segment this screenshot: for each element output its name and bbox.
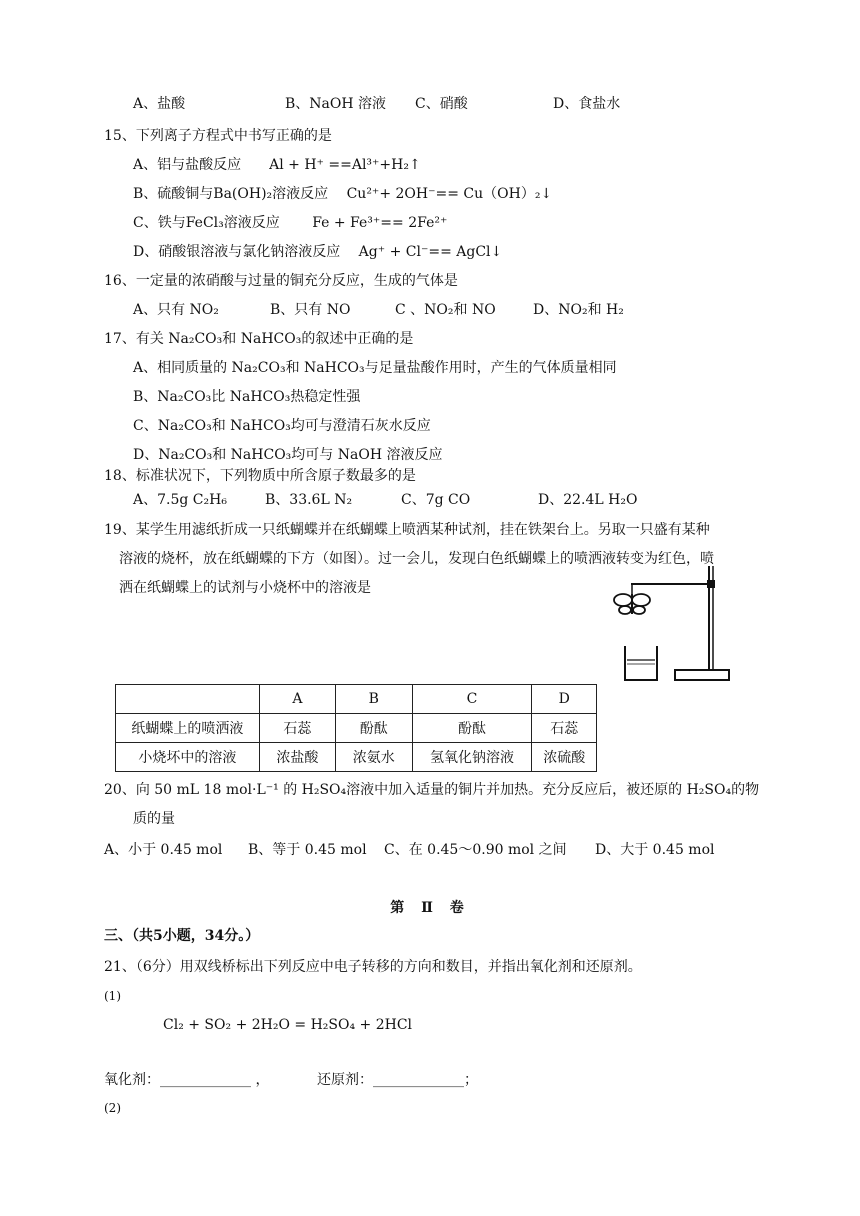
- q20-option-a: A、小于 0.45 mol: [104, 842, 223, 858]
- q20-text-line2: 质的量: [133, 811, 175, 827]
- reductant-field[interactable]: 还原剂：_____________；: [317, 1072, 478, 1088]
- table-cell: 酚酞: [412, 714, 532, 743]
- table-cell: 氢氧化钠溶液: [412, 743, 532, 772]
- q20-option-d: D、大于 0.45 mol: [595, 842, 715, 858]
- q19-text-line2: 溶液的烧杯，放在纸蝴蝶的下方（如图）。过一会儿，发现白色纸蝴蝶上的喷洒液转变为红色，喷: [119, 551, 714, 567]
- q16-option-b: B、只有 NO: [270, 302, 351, 318]
- table-header-cell: [116, 685, 260, 714]
- q15-option-b: B、硫酸铜与Ba(OH)₂溶液反应 Cu²⁺+ 2OH⁻== Cu（OH）₂↓: [133, 186, 553, 202]
- table-cell: 浓盐酸: [259, 743, 335, 772]
- q17-option-d: D、Na₂CO₃和 NaHCO₃均可与 NaOH 溶液反应: [133, 447, 443, 463]
- q14-option-d: D、食盐水: [553, 96, 621, 112]
- q16-option-d: D、NO₂和 H₂: [533, 302, 624, 318]
- q18-stem: 18、标准状况下，下列物质中所含原子数最多的是: [104, 468, 416, 484]
- q20-text-line1: 20、向 50 mL 18 mol·L⁻¹ 的 H₂SO₄溶液中加入适量的铜片并加热。充分反应后，被还原的 H₂SO₄的物: [104, 782, 760, 798]
- q20-option-c: C、在 0.45～0.90 mol 之间: [384, 842, 567, 858]
- q16-stem: 16、一定量的浓硝酸与过量的铜充分反应，生成的气体是: [104, 273, 458, 289]
- q14-option-b: B、NaOH 溶液: [285, 96, 387, 112]
- q15-option-a: A、铝与盐酸反应 Al + H⁺ ==Al³⁺+H₂↑: [133, 157, 421, 173]
- q17-option-b: B、Na₂CO₃比 NaHCO₃热稳定性强: [133, 389, 361, 405]
- table-cell: 纸蝴蝶上的喷洒液: [116, 714, 260, 743]
- table-row: [116, 714, 597, 743]
- table-header-cell: D: [532, 685, 597, 714]
- butterfly-beaker-apparatus-figure: [603, 556, 735, 688]
- q16-option-a: A、只有 NO₂: [133, 302, 219, 318]
- q15-option-d: D、硝酸银溶液与氯化钠溶液反应 Ag⁺ + Cl⁻== AgCl↓: [133, 244, 503, 260]
- q18-option-d: D、22.4L H₂O: [538, 492, 638, 508]
- table-cell: 小烧坏中的溶液: [116, 743, 260, 772]
- q20-option-b: B、等于 0.45 mol: [248, 842, 367, 858]
- beaker-icon: [625, 646, 657, 680]
- q19-answer-table: [115, 684, 597, 772]
- q16-option-c: C 、NO₂和 NO: [395, 302, 496, 318]
- q17-stem: 17、有关 Na₂CO₃和 NaHCO₃的叙述中正确的是: [104, 331, 414, 347]
- q21-stem: 21、（6分）用双线桥标出下列反应中电子转移的方向和数目，并指出氧化剂和还原剂。: [104, 959, 642, 975]
- butterfly-icon: [614, 594, 650, 614]
- q14-option-a: A、盐酸: [133, 96, 186, 112]
- part2-title: 第 Ⅱ 卷: [390, 900, 470, 916]
- q14-option-c: C、硝酸: [415, 96, 468, 112]
- q19-text-line1: 19、某学生用滤纸折成一只纸蝴蝶并在纸蝴蝶上喷洒某种试剂，挂在铁架台上。另取一只盛有某种: [104, 522, 710, 538]
- oxidant-field[interactable]: 氧化剂：_____________ ，: [104, 1072, 270, 1088]
- q21-sub2-label: (2): [104, 1101, 121, 1115]
- section-heading: 三、（共5小题，34分。）: [104, 928, 260, 944]
- q19-text-line3: 洒在纸蝴蝶上的试剂与小烧杯中的溶液是: [119, 580, 371, 596]
- q15-option-c: C、铁与FeCl₃溶液反应 Fe + Fe³⁺== 2Fe²⁺: [133, 215, 448, 231]
- q18-option-b: B、33.6L N₂: [265, 492, 353, 508]
- table-cell: 浓硫酸: [532, 743, 597, 772]
- table-cell: 浓氨水: [336, 743, 412, 772]
- q18-option-a: A、7.5g C₂H₆: [133, 492, 227, 508]
- q15-stem: 15、下列离子方程式中书写正确的是: [104, 128, 332, 144]
- table-cell: 石蕊: [532, 714, 597, 743]
- table-cell: 石蕊: [259, 714, 335, 743]
- table-header-cell: B: [336, 685, 412, 714]
- table-cell: 酚酞: [336, 714, 412, 743]
- q21-equation: Cl₂ + SO₂ + 2H₂O = H₂SO₄ + 2HCl: [163, 1017, 413, 1033]
- table-header-cell: C: [412, 685, 532, 714]
- q17-option-a: A、相同质量的 Na₂CO₃和 NaHCO₃与足量盐酸作用时，产生的气体质量相同: [133, 360, 617, 376]
- table-header-cell: A: [259, 685, 335, 714]
- table-row: [116, 743, 597, 772]
- table-header-row: [116, 685, 597, 714]
- q17-option-c: C、Na₂CO₃和 NaHCO₃均可与澄清石灰水反应: [133, 418, 431, 434]
- q21-sub1-label: (1): [104, 989, 121, 1003]
- q18-option-c: C、7g CO: [401, 492, 471, 508]
